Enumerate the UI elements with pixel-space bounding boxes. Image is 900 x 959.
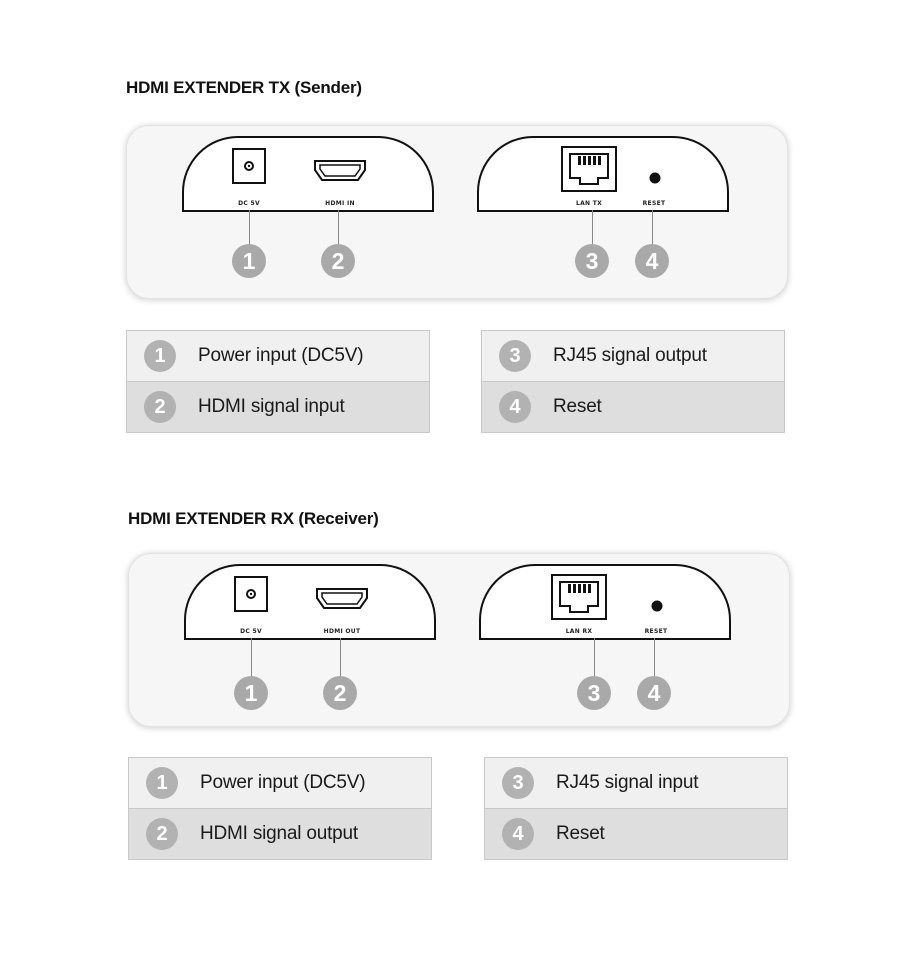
rx-device-panel <box>129 554 789 726</box>
rx-lead-line-3 <box>594 638 595 676</box>
legend-text: RJ45 signal output <box>553 345 707 366</box>
legend-row <box>482 381 784 432</box>
legend-row <box>127 381 429 432</box>
legend-text: Reset <box>556 823 605 844</box>
legend-row <box>129 808 431 859</box>
rx-callout-1: 1 <box>234 676 268 710</box>
hdmi-port-icon <box>316 586 368 610</box>
reset-button-icon <box>649 172 661 184</box>
legend-number-badge: 1 <box>144 340 176 372</box>
legend-row <box>127 331 429 381</box>
rx-lead-line-4 <box>654 638 655 676</box>
rj45-port-icon <box>561 146 617 192</box>
legend-number-badge: 2 <box>146 818 178 850</box>
legend-number-badge: 2 <box>144 391 176 423</box>
tx-legend-left <box>126 330 430 433</box>
rx-legend-left <box>128 757 432 860</box>
legend-row <box>485 808 787 859</box>
rx-right-device <box>479 564 731 640</box>
rx-dc-port-label: DC 5V <box>240 628 262 635</box>
tx-legend-right <box>481 330 785 433</box>
rx-lead-line-2 <box>340 638 341 676</box>
legend-row <box>129 758 431 808</box>
tx-callout-4: 4 <box>635 244 669 278</box>
legend-text: Power input (DC5V) <box>198 345 364 366</box>
tx-callout-2: 2 <box>321 244 355 278</box>
rj45-port-icon <box>551 574 607 620</box>
rx-lead-line-1 <box>251 638 252 676</box>
dc-power-jack-icon <box>232 148 266 184</box>
legend-row <box>482 331 784 381</box>
tx-callout-3: 3 <box>575 244 609 278</box>
reset-button-icon <box>651 600 663 612</box>
legend-text: Power input (DC5V) <box>200 772 366 793</box>
legend-text: HDMI signal output <box>200 823 358 844</box>
tx-lead-line-2 <box>338 210 339 244</box>
tx-hdmi-port-label: HDMI IN <box>325 200 355 207</box>
tx-lead-line-4 <box>652 210 653 244</box>
tx-left-device <box>182 136 434 212</box>
legend-text: Reset <box>553 396 602 417</box>
rx-callout-3: 3 <box>577 676 611 710</box>
tx-lead-line-1 <box>249 210 250 244</box>
tx-right-device <box>477 136 729 212</box>
tx-lead-line-3 <box>592 210 593 244</box>
rx-section-title: HDMI EXTENDER RX (Receiver) <box>128 509 379 528</box>
rx-reset-port-label: RESET <box>644 628 668 635</box>
rx-callout-4: 4 <box>637 676 671 710</box>
legend-number-badge: 4 <box>502 818 534 850</box>
legend-text: HDMI signal input <box>198 396 345 417</box>
tx-lan-port-label: LAN TX <box>575 200 603 207</box>
legend-number-badge: 1 <box>146 767 178 799</box>
hdmi-port-icon <box>314 158 366 182</box>
legend-number-badge: 4 <box>499 391 531 423</box>
tx-callout-1: 1 <box>232 244 266 278</box>
rx-left-device <box>184 564 436 640</box>
legend-number-badge: 3 <box>499 340 531 372</box>
tx-device-panel <box>127 126 787 298</box>
legend-text: RJ45 signal input <box>556 772 699 793</box>
tx-dc-port-label: DC 5V <box>238 200 260 207</box>
tx-reset-port-label: RESET <box>642 200 666 207</box>
legend-number-badge: 3 <box>502 767 534 799</box>
rx-legend-right <box>484 757 788 860</box>
tx-section-title: HDMI EXTENDER TX (Sender) <box>126 78 362 97</box>
rx-lan-port-label: LAN RX <box>565 628 593 635</box>
dc-power-jack-icon <box>234 576 268 612</box>
rx-callout-2: 2 <box>323 676 357 710</box>
rx-hdmi-port-label: HDMI OUT <box>323 628 361 635</box>
legend-row <box>485 758 787 808</box>
